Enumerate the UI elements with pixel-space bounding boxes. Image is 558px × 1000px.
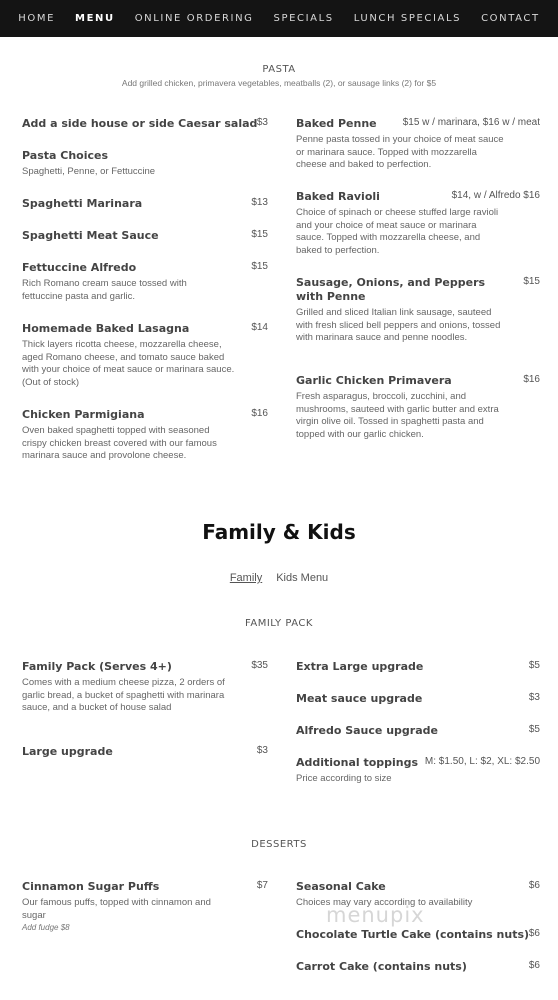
item-price: $3 [528, 692, 540, 703]
item-name: Seasonal Cake [296, 880, 386, 893]
item-description: Fresh asparagus, broccoli, zucchini, and mushrooms, sauteed with garlic butter and extra virgin olive oil. Tossed in spaghetti pasta and topped with our garlic chicken. [296, 391, 499, 440]
top-nav [0, 0, 558, 37]
item-price: $13 [251, 197, 268, 208]
nav-specials[interactable]: SPECIALS [273, 13, 334, 24]
menu-item[interactable] [296, 190, 542, 257]
item-name: Meat sauce upgrade [296, 692, 423, 705]
desserts-section-title: DESSERTS [251, 839, 307, 850]
menu-item[interactable] [296, 692, 542, 706]
item-price: $7 [256, 880, 268, 891]
item-price: $6 [528, 880, 540, 891]
item-name: Large upgrade [22, 745, 113, 758]
menu-item[interactable] [296, 660, 542, 674]
item-price: $16 [251, 408, 268, 419]
item-description: Our famous puffs, topped with cinnamon and sugar [22, 897, 211, 921]
section-heading: Family & Kids [202, 520, 356, 544]
item-price: $14, w / Alfredo $16 [451, 190, 540, 201]
item-price: $3 [256, 745, 268, 756]
nav-lunch-specials[interactable]: LUNCH SPECIALS [353, 13, 462, 24]
menu-item[interactable] [296, 756, 542, 786]
nav-contact[interactable]: CONTACT [481, 13, 540, 24]
item-description: Spaghetti, Penne, or Fettuccine [22, 166, 156, 177]
item-description: Oven baked spaghetti topped with seasoned crispy chicken breast covered with our famous marinara sauce and provolone cheese. [22, 425, 217, 461]
menu-item[interactable] [296, 928, 542, 942]
item-name: Chocolate Turtle Cake (contains nuts) [296, 928, 530, 941]
item-name: Pasta Choices [22, 149, 109, 162]
nav-menu[interactable]: MENU [75, 13, 115, 24]
tab-kids-menu[interactable]: Kids Menu [276, 572, 329, 584]
item-price: $6 [528, 928, 540, 939]
menu-item[interactable] [296, 374, 542, 441]
item-price: $15 w / marinara, $16 w / meat [402, 117, 540, 128]
item-price: M: $1.50, L: $2, XL: $2.50 [424, 756, 540, 767]
item-name: Baked Ravioli [296, 190, 380, 203]
item-price: $35 [251, 660, 268, 671]
menu-item[interactable] [22, 149, 268, 179]
item-addon-note: Add fudge $8 [22, 923, 70, 932]
nav-online-ordering[interactable]: ONLINE ORDERING [134, 13, 254, 24]
item-description: Penne pasta tossed in your choice of meat sauce or marinara sauce. Topped with mozzarella cheese and baked to perfection. [296, 134, 504, 170]
item-name: Add a side house or side Caesar salad [22, 117, 258, 130]
item-description: Rich Romano cream sauce tossed with fettuccine pasta and garlic. [22, 278, 187, 302]
item-price: $6 [528, 960, 540, 971]
menu-item[interactable] [22, 660, 268, 715]
item-price: $15 [251, 229, 268, 240]
item-price: $3 [256, 117, 268, 128]
item-name: Spaghetti Meat Sauce [22, 229, 159, 242]
menu-item[interactable] [22, 322, 268, 389]
item-price: $5 [528, 660, 540, 671]
item-price: $16 [523, 374, 540, 385]
menu-item[interactable] [22, 117, 268, 131]
item-description: Choice of spinach or cheese stuffed large ravioli and your choice of meat sauce or marinara sauce. Topped with mozzarella cheese, and baked to perfection. [296, 207, 499, 256]
item-name: Homemade Baked Lasagna [22, 322, 190, 335]
menu-item[interactable] [296, 276, 542, 345]
item-name: Spaghetti Marinara [22, 197, 143, 210]
item-name: Extra Large upgrade [296, 660, 424, 673]
item-name: Fettuccine Alfredo [22, 261, 137, 274]
item-name: Alfredo Sauce upgrade [296, 724, 438, 737]
item-description: Grilled and sliced Italian link sausage, sauteed with fresh sliced bell peppers and onions, tossed with marinara sauce and penne noodles. [296, 307, 501, 343]
item-name: Chicken Parmigiana [22, 408, 145, 421]
menu-tabs [0, 572, 558, 584]
menu-item[interactable] [22, 745, 268, 759]
menu-item[interactable] [296, 117, 542, 172]
item-name: Sausage, Onions, and Peppers with Penne [296, 276, 486, 303]
item-description: Price according to size [296, 773, 392, 784]
item-description: Comes with a medium cheese pizza, 2 orders of garlic bread, a bucket of spaghetti with marinara sauce, and a bucket of house salad [22, 677, 225, 713]
item-name: Family Pack (Serves 4+) [22, 660, 172, 673]
watermark-logo: menupix [326, 903, 425, 927]
pasta-section-title: PASTA [262, 64, 296, 75]
menu-item[interactable] [296, 724, 542, 738]
menu-item[interactable] [22, 408, 268, 463]
item-price: $14 [251, 322, 268, 333]
item-description: Thick layers ricotta cheese, mozzarella cheese, aged Romano cheese, and tomato sauce baked with your choice of meat sauce or marinara sauce. (Out of stock) [22, 339, 235, 388]
family-pack-section-title: FAMILY PACK [245, 618, 313, 629]
item-name: Additional toppings [296, 756, 419, 769]
item-price: $15 [251, 261, 268, 272]
menu-item[interactable] [296, 960, 542, 974]
menu-item[interactable] [22, 197, 268, 211]
nav-home[interactable]: HOME [18, 13, 56, 24]
menu-item[interactable] [22, 880, 268, 932]
menu-item[interactable] [22, 261, 268, 303]
item-name: Carrot Cake (contains nuts) [296, 960, 467, 973]
item-price: $5 [528, 724, 540, 735]
item-description: Choices may vary according to availability [296, 897, 473, 908]
tab-family[interactable]: Family [229, 572, 263, 584]
item-price: $15 [523, 276, 540, 287]
item-name: Baked Penne [296, 117, 377, 130]
item-name: Cinnamon Sugar Puffs [22, 880, 160, 893]
pasta-section-note: Add grilled chicken, primavera vegetables, meatballs (2), or sausage links (2) for $5 [121, 78, 437, 88]
item-name: Garlic Chicken Primavera [296, 374, 452, 387]
menu-item[interactable] [22, 229, 268, 243]
